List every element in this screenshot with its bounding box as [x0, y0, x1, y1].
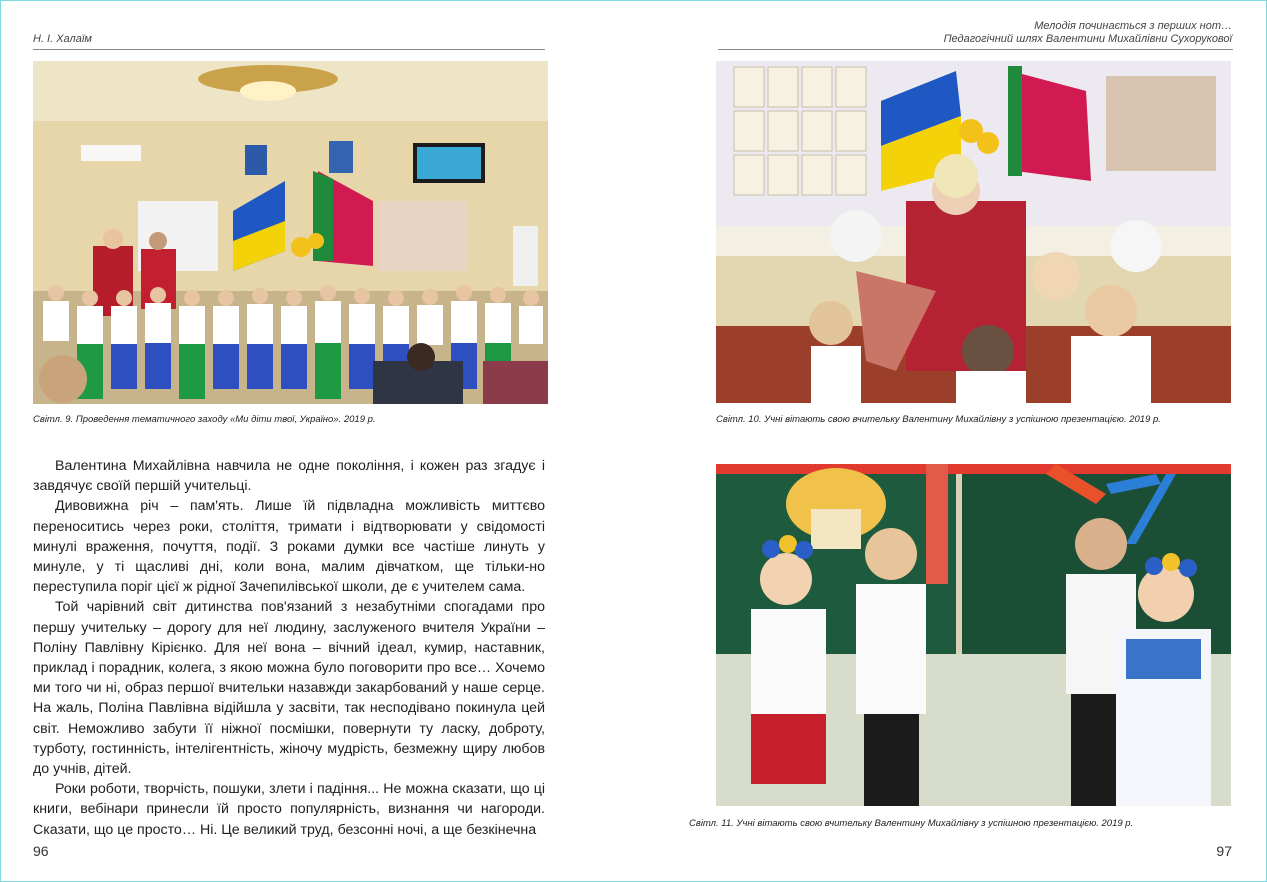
right-header-rule — [718, 49, 1233, 50]
page-number-right: 97 — [1216, 843, 1232, 859]
left-page — [0, 0, 633, 882]
right-header-line1: Мелодія починається з перших нот… — [1034, 20, 1232, 32]
photo-11-children — [716, 464, 1231, 806]
photo-11-caption: Світл. 11. Учні вітають свою вчительку Валентину Михайлівну з успішною презентацією. 2019 р. — [689, 818, 1134, 829]
paragraph-2: Дивовижна річ – пам'ять. Лише їй підвладна можливість миттєво переноситись через роки, століття, тримати і відтворювати у свідомості минулі враження, почуття, події. З роками думки все частіше линуть у минуле, у ті щасливі дні, коли вона, малим дівчатком, ще тільки-но переступила поріг цієї ж рідної Зачепилівської школи, де є учителем сама. — [33, 498, 545, 596]
photo-10-greeting — [716, 61, 1231, 403]
photo-10-image — [716, 61, 1231, 403]
paragraph-3: Той чарівний світ дитинства пов'язаний з незабутніми спогадами про першу учительку – дорогу для неї людину, заслуженого вчителя України – Поліну Павлівну Кірієнко. Для неї вона – вічний ідеал, кумир, наставник, приклад і порадник, колега, з якою можна було поговорити про все… Хочемо ми того чи ні, образ першої вчительки назавжди закарбований у наше серце. На жаль, Поліна Павлівна відійшла у засвіти, так несподівано покинула цей світ. Неможливо забути її ніжної посмішки, повернути ту ласку, доброту, турботу, гостинність, інтелігентність, жіночу мудрість, безмежну щиру любов до учнів, дітей. — [33, 599, 545, 778]
photo-9-image — [33, 61, 548, 404]
paragraph-4: Роки роботи, творчість, пошуки, злети і падіння... Не можна сказати, що ці книги, вебінари принесли їй просто популярність, визнання чи нагороди. Сказати, що це просто… Ні. Це великий труд, безсонні ночі, а ще безкінечна — [33, 781, 545, 838]
left-header-author: Н. І. Халаїм — [33, 33, 92, 45]
paragraph-1: Валентина Михайлівна навчила не одне покоління, і кожен раз згадує і завдячує своїй першій учительці. — [33, 458, 545, 495]
photo-9-caption: Світл. 9. Проведення тематичного заходу «Ми діти твої, Україно». 2019 р. — [33, 414, 376, 425]
page-number-left: 96 — [33, 843, 49, 859]
photo-10-caption: Світл. 10. Учні вітають свою вчительку Валентину Михайлівну з успішною презентацією. 2019 р. — [716, 414, 1161, 425]
photo-9-concert — [33, 61, 548, 404]
left-body-text — [33, 456, 545, 840]
left-header-rule — [33, 49, 545, 50]
right-header-line2: Педагогічний шлях Валентини Михайлівни Сухорукової — [943, 33, 1232, 45]
photo-11-image — [716, 464, 1231, 806]
right-page — [633, 0, 1267, 882]
